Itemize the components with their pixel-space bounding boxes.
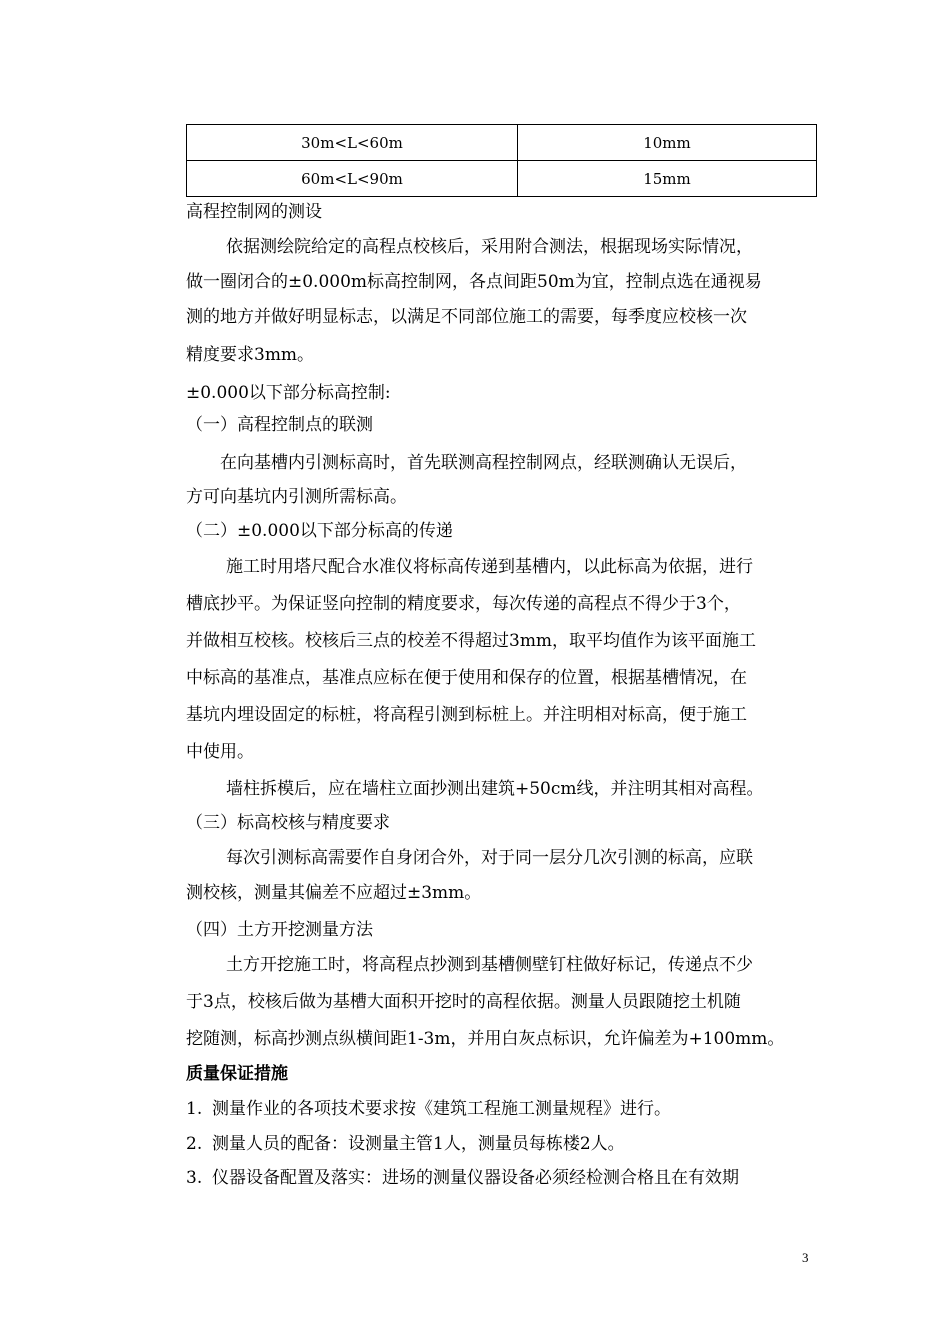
table-cell-range: 30m<L<60m: [187, 125, 518, 161]
table-cell-tolerance: 10mm: [518, 125, 817, 161]
paragraph-line: 并做相互校核。校核后三点的校差不得超过3mm，取平均值作为该平面施工: [186, 631, 757, 651]
list-item: [186, 1134, 816, 1154]
list-item-text: 测量人员的配备：设测量主管1人，测量员每栋楼2人。: [212, 1134, 625, 1154]
section-heading: 质量保证措施: [186, 1064, 288, 1084]
section-heading: 高程控制网的测设: [186, 202, 322, 222]
list-item-number: 2.: [186, 1134, 203, 1154]
paragraph-line: 基坑内埋设固定的标桩，将高程引测到标桩上。并注明相对标高，便于施工: [186, 705, 747, 725]
list-item-text: 仪器设备配置及落实：进场的测量仪器设备必须经检测合格且在有效期: [212, 1168, 739, 1188]
paragraph-line: 中使用。: [186, 742, 254, 762]
paragraph-line: 方可向基坑内引测所需标高。: [186, 487, 407, 507]
table-row: [187, 125, 817, 161]
tolerance-table: [186, 124, 817, 197]
paragraph-line: 精度要求3mm。: [186, 345, 315, 365]
list-item-number: 3.: [186, 1168, 203, 1188]
subsection-heading: （三）标高校核与精度要求: [186, 813, 390, 833]
list-item: [186, 1168, 816, 1188]
paragraph-line: 测校核，测量其偏差不应超过±3mm。: [186, 883, 482, 903]
paragraph-line: 测的地方并做好明显标志，以满足不同部位施工的需要，每季度应校核一次: [186, 307, 747, 327]
table-cell-range: 60m<L<90m: [187, 161, 518, 197]
page-number: 3: [802, 1250, 809, 1265]
list-item: [186, 1099, 816, 1119]
paragraph-line: 槽底抄平。为保证竖向控制的精度要求，每次传递的高程点不得少于3个，: [186, 594, 741, 614]
paragraph-line: 土方开挖施工时，将高程点抄测到基槽侧壁钉柱做好标记，传递点不少: [226, 955, 753, 975]
paragraph-line: 依据测绘院给定的高程点校核后，采用附合测法，根据现场实际情况，: [226, 237, 753, 257]
subsection-heading: （一）高程控制点的联测: [186, 415, 373, 435]
paragraph-line: 做一圈闭合的±0.000m标高控制网，各点间距50m为宜，控制点选在通视易: [186, 272, 762, 292]
paragraph-line: 墙柱拆模后，应在墙柱立面抄测出建筑+50cm线，并注明其相对高程。: [226, 779, 764, 799]
section-heading: ±0.000以下部分标高控制:: [186, 383, 391, 403]
table-cell-tolerance: 15mm: [518, 161, 817, 197]
table-row: [187, 161, 817, 197]
subsection-heading: （二）±0.000以下部分标高的传递: [186, 521, 453, 541]
paragraph-line: 在向基槽内引测标高时，首先联测高程控制网点，经联测确认无误后，: [220, 453, 747, 473]
list-item-number: 1.: [186, 1099, 203, 1119]
paragraph-line: 于3点，校核后做为基槽大面积开挖时的高程依据。测量人员跟随挖土机随: [186, 992, 741, 1012]
list-item-text: 测量作业的各项技术要求按《建筑工程施工测量规程》进行。: [212, 1099, 671, 1119]
paragraph-line: 中标高的基准点，基准点应标在便于使用和保存的位置，根据基槽情况，在: [186, 668, 747, 688]
subsection-heading: （四）土方开挖测量方法: [186, 920, 373, 940]
paragraph-line: 施工时用塔尺配合水准仪将标高传递到基槽内，以此标高为依据，进行: [226, 557, 753, 577]
paragraph-line: 挖随测，标高抄测点纵横间距1-3m，并用白灰点标识，允许偏差为+100mm。: [186, 1029, 785, 1049]
paragraph-line: 每次引测标高需要作自身闭合外，对于同一层分几次引测的标高，应联: [226, 848, 753, 868]
